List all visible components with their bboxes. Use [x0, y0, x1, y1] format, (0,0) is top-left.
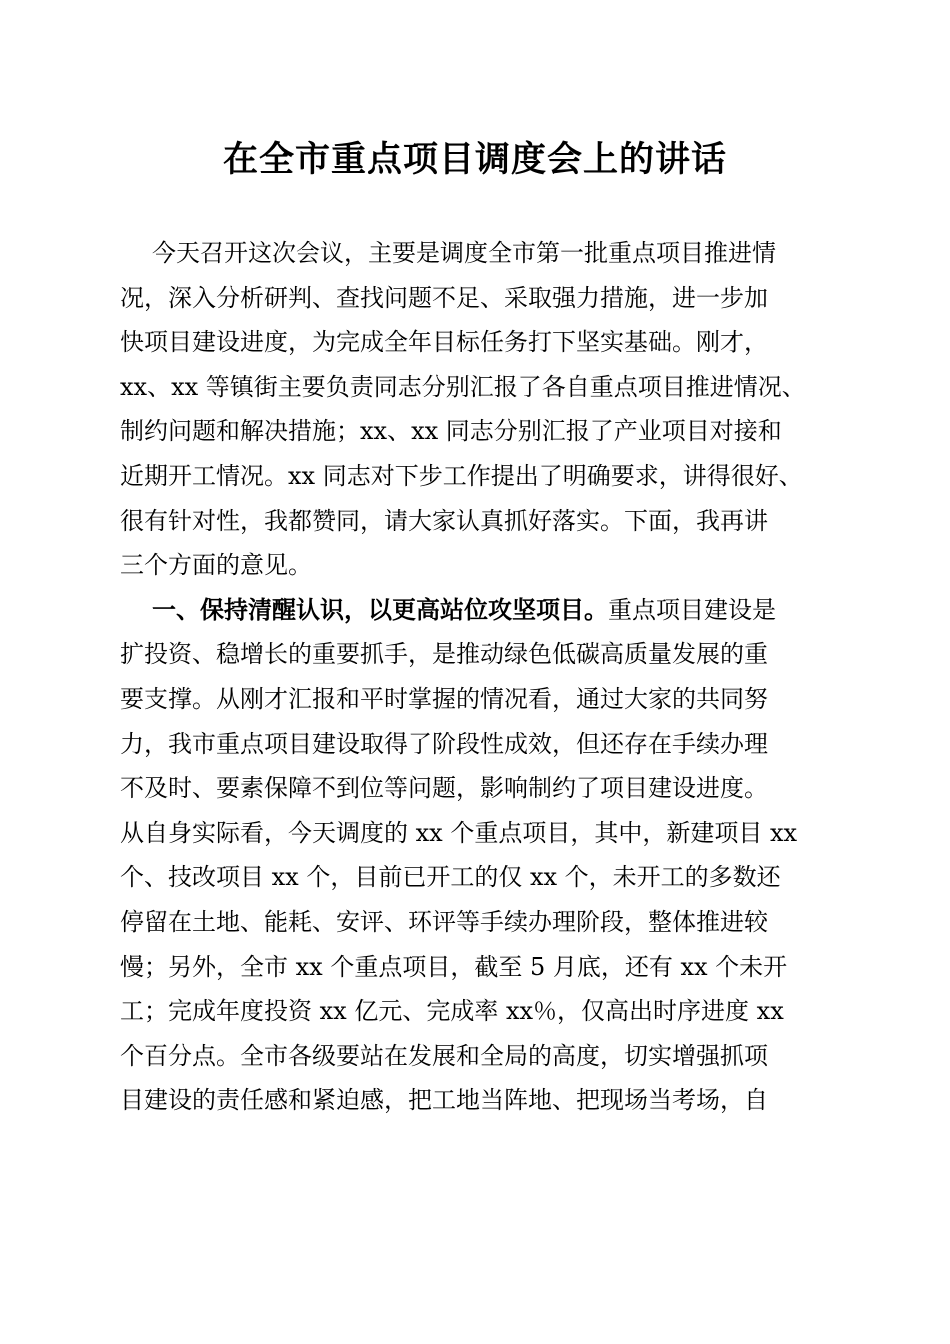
paragraph-line: 个、技改项目 xx 个，目前已开工的仅 xx 个，未开工的多数还 — [120, 863, 781, 892]
document-title: 在全市重点项目调度会上的讲话 — [222, 139, 727, 180]
section-heading: 一、保持清醒认识，以更高站位攻坚项目。 — [152, 594, 608, 624]
paragraph-line: 快项目建设进度，为完成全年目标任务打下坚实基础。刚才， — [120, 328, 768, 357]
paragraph-line: 要支撑。从刚才汇报和平时掌握的情况看，通过大家的共同努 — [120, 684, 768, 713]
paragraph-line: 个百分点。全市各级要站在发展和全局的高度，切实增强抓项 — [120, 1041, 768, 1070]
paragraph-line: 近期开工情况。xx 同志对下步工作提出了明确要求，讲得很好、 — [120, 461, 803, 490]
paragraph-line: 况，深入分析研判、查找问题不足、采取强力措施，进一步加 — [120, 283, 768, 312]
paragraph-line: 力，我市重点项目建设取得了阶段性成效，但还存在手续办理 — [120, 729, 768, 758]
paragraph-line: 工；完成年度投资 xx 亿元、完成率 xx％，仅高出时序进度 xx — [120, 997, 784, 1026]
paragraph-line: 慢；另外，全市 xx 个重点项目，截至 5 月底，还有 xx 个未开 — [120, 952, 788, 981]
paragraph-line: 很有针对性，我都赞同，请大家认真抓好落实。下面，我再讲 — [120, 506, 768, 535]
paragraph-line: 今天召开这次会议，主要是调度全市第一批重点项目推进情 — [152, 239, 776, 267]
paragraph-line: 目建设的责任感和紧迫感，把工地当阵地、把现场当考场，自 — [120, 1086, 768, 1115]
paragraph-line: 制约问题和解决措施；xx、xx 同志分别汇报了产业项目对接和 — [120, 417, 782, 446]
document-body — [120, 231, 832, 1123]
paragraph-line: 停留在土地、能耗、安评、环评等手续办理阶段，整体推进较 — [120, 907, 768, 936]
paragraph-line: 三个方面的意见。 — [120, 551, 312, 580]
paragraph-line: 不及时、要素保障不到位等问题，影响制约了项目建设进度。 — [120, 774, 768, 803]
paragraph-line: 扩投资、稳增长的重要抓手，是推动绿色低碳高质量发展的重 — [120, 640, 768, 669]
section-first-line-text: 重点项目建设是 — [608, 595, 776, 624]
paragraph-line: xx、xx 等镇街主要负责同志分别汇报了各自重点项目推进情况、 — [120, 372, 806, 401]
section-first-line — [120, 588, 832, 633]
paragraph-line: 从自身实际看，今天调度的 xx 个重点项目，其中，新建项目 xx — [120, 818, 798, 847]
